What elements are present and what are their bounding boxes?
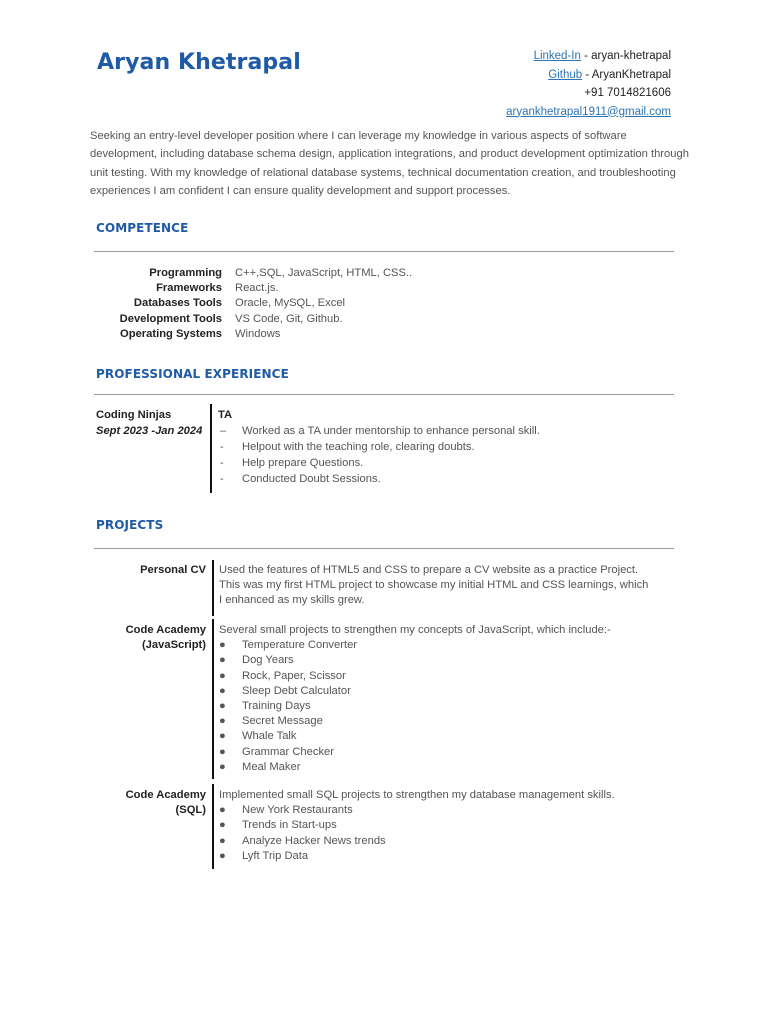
list-item — [219, 669, 611, 684]
list-item-text: Dog Years — [242, 654, 294, 667]
project-description-code-academy-sql — [219, 788, 615, 864]
bullet-dot-icon: ● — [219, 654, 226, 667]
list-item — [219, 714, 611, 729]
project-description-personal-cv — [219, 563, 648, 609]
list-item — [218, 455, 540, 471]
github-handle: - AryanKhetrapal — [582, 68, 671, 81]
role-title: TA — [218, 409, 233, 421]
phone-number: +91 7014821606 — [584, 87, 671, 99]
list-item — [219, 818, 615, 833]
competence-value: Oracle, MySQL, Excel — [235, 297, 346, 310]
competence-value: React.js. — [235, 282, 279, 295]
competence-label: Programming — [149, 267, 222, 279]
project-label-line: (JavaScript) — [141, 639, 206, 652]
list-item-text: New York Restaurants — [242, 804, 353, 817]
bullet-marker: - — [220, 441, 224, 453]
projects-heading: PROJECTS — [96, 518, 164, 532]
bullet-dot-icon: ● — [219, 745, 226, 758]
list-item — [219, 729, 611, 744]
list-item-text: Temperature Converter — [242, 639, 358, 652]
list-item-text: Helpout with the teaching role, clearing doubts. — [242, 441, 475, 453]
list-item — [219, 803, 615, 818]
bullet-marker: – — [220, 425, 227, 437]
employment-dates: Sept 2023 -Jan 2024 — [96, 425, 203, 437]
experience-bullets — [218, 407, 540, 487]
experience-vertical-rule — [210, 404, 212, 493]
description-line: I enhanced as my skills grew. — [219, 594, 365, 607]
list-item — [219, 834, 615, 849]
list-item-text: Worked as a TA under mentorship to enhance personal skill. — [242, 425, 540, 437]
competence-value: C++,SQL, JavaScript, HTML, CSS.. — [235, 267, 413, 279]
list-item-text: Training Days — [242, 700, 311, 713]
list-item — [218, 439, 540, 455]
bullet-dot-icon: ● — [219, 849, 226, 862]
list-item — [219, 653, 611, 668]
bullet-dot-icon: ● — [219, 684, 226, 697]
github-link[interactable]: Github — [548, 68, 583, 81]
competence-row — [96, 281, 412, 296]
competence-label: Operating Systems — [120, 327, 222, 340]
competence-label: Frameworks — [156, 282, 222, 295]
list-item-text: Grammar Checker — [242, 745, 335, 758]
competence-label: Databases Tools — [133, 297, 222, 310]
list-item-text: Sleep Debt Calculator — [242, 684, 351, 697]
competence-row — [96, 266, 412, 281]
contact-block — [506, 47, 671, 121]
bullet-marker: - — [220, 457, 224, 469]
list-item-text: Secret Message — [242, 715, 323, 728]
email-link[interactable]: aryankhetrapal1911@gmail.com — [506, 105, 671, 118]
project-label-line: (SQL) — [175, 804, 206, 817]
competence-value: Windows — [235, 327, 281, 340]
list-item-text: Meal Maker — [242, 760, 301, 773]
competence-value: VS Code, Git, Github. — [235, 312, 343, 325]
list-item-text: Trends in Start-ups — [242, 819, 337, 832]
project-label-line: Code Academy — [125, 624, 206, 636]
description-line: Used the features of HTML5 and CSS to prepare a CV website as a practice Project. — [219, 564, 639, 576]
project-description-code-academy-js — [219, 623, 611, 775]
list-item — [219, 760, 611, 775]
bullet-dot-icon: ● — [219, 639, 226, 652]
project-vertical-rule — [212, 619, 214, 779]
competence-table — [96, 266, 412, 342]
project-label-code-academy-sql — [96, 788, 206, 818]
competence-heading: COMPETENCE — [96, 221, 189, 235]
competence-row — [96, 312, 412, 327]
competence-row — [96, 327, 412, 342]
bullet-marker: - — [220, 473, 224, 485]
project-label-code-academy-js — [96, 623, 206, 653]
list-item — [219, 699, 611, 714]
summary-paragraph: Seeking an entry-level developer position where I can leverage my knowledge in various aspects of software development, including database schema design, application integrations, and product development optimization through unit testing. With my knowledge of relational database systems, technical documentation creation, and troubleshooting experiences I am confident I can ensure quality development and support processes. — [90, 130, 689, 197]
experience-heading: PROFESSIONAL EXPERIENCE — [96, 367, 289, 381]
project-label-personal-cv: Personal CV — [140, 564, 206, 576]
bullet-dot-icon: ● — [219, 804, 226, 817]
list-item-text: Help prepare Questions. — [242, 457, 364, 469]
list-item-text: Conducted Doubt Sessions. — [242, 473, 381, 485]
project-label-line: Code Academy — [125, 789, 206, 801]
list-item-text: Rock, Paper, Scissor — [242, 669, 346, 682]
competence-divider — [94, 251, 674, 252]
project-vertical-rule — [212, 560, 214, 616]
company-name: Coding Ninjas — [96, 409, 172, 421]
project-intro: Implemented small SQL projects to strengthen my database management skills. — [219, 789, 615, 801]
list-item — [219, 684, 611, 699]
bullet-dot-icon: ● — [219, 700, 226, 713]
list-item-text: Whale Talk — [242, 730, 297, 743]
project-vertical-rule — [212, 784, 214, 869]
list-item-text: Analyze Hacker News trends — [242, 834, 386, 847]
list-item — [218, 471, 540, 487]
list-item — [219, 849, 615, 864]
project-intro: Several small projects to strengthen my concepts of JavaScript, which include:- — [219, 624, 611, 636]
list-item-text: Lyft Trip Data — [242, 849, 309, 862]
projects-divider — [94, 548, 674, 549]
linkedin-line — [506, 47, 671, 66]
description-line: This was my first HTML project to showcase my initial HTML and CSS learnings, which — [219, 579, 649, 592]
list-item — [219, 745, 611, 760]
experience-divider — [94, 394, 674, 395]
linkedin-handle: - aryan-khetrapal — [580, 50, 671, 62]
bullet-dot-icon: ● — [219, 760, 226, 773]
list-item — [219, 638, 611, 653]
bullet-dot-icon: ● — [219, 819, 226, 832]
list-item — [218, 423, 540, 439]
candidate-name: Aryan Khetrapal — [97, 50, 301, 75]
competence-row — [96, 296, 412, 311]
bullet-dot-icon: ● — [219, 669, 226, 682]
competence-label: Development Tools — [119, 312, 222, 325]
bullet-dot-icon: ● — [219, 730, 226, 743]
linkedin-link[interactable]: Linked-In — [533, 50, 581, 62]
bullet-dot-icon: ● — [219, 834, 226, 847]
github-line — [506, 66, 671, 85]
bullet-dot-icon: ● — [219, 715, 226, 728]
